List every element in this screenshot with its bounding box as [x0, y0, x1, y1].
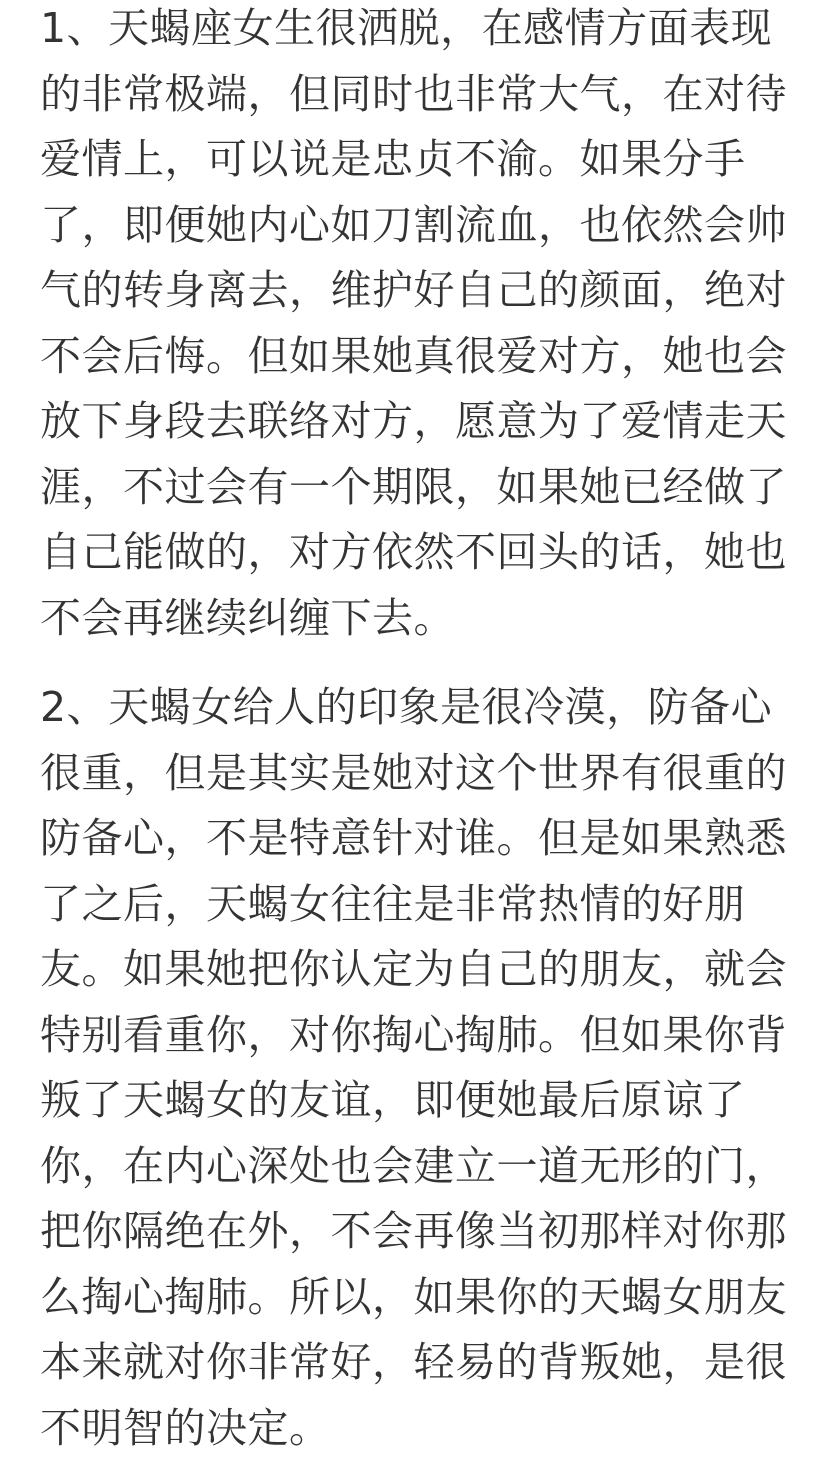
paragraph-spacer: [40, 651, 788, 675]
text-line: 你，在内心深处也会建立一道无形的门，: [40, 1141, 787, 1190]
text-line: 不明智的决定。: [40, 1403, 331, 1452]
text-line: 不会再继续纠缠下去。: [40, 593, 455, 642]
article-body: [40, 0, 788, 1461]
text-line: 涯，不过会有一个期限，如果她已经做了: [40, 462, 787, 511]
text-line: 特别看重你，对你掏心掏肺。但如果你背: [40, 1010, 787, 1059]
text-line: 把你隔绝在外，不会再像当初那样对你那: [40, 1207, 787, 1255]
text-line: 自己能做的，对方依然不回头的话，她也: [40, 528, 787, 576]
text-line: 叛了天蝎女的友谊，即便她最后原谅了: [40, 1076, 746, 1124]
text-line: 2、天蝎女给人的印象是很冷漠，防备心: [40, 683, 773, 731]
text-line: 本来就对你非常好，轻易的背叛她，是很: [40, 1338, 787, 1386]
text-line: 放下身段去联络对方，愿意为了爱情走天: [40, 397, 787, 445]
text-line: 不会后悔。但如果她真很爱对方，她也会: [40, 331, 787, 380]
text-line: 了之后，天蝎女往往是非常热情的好朋: [40, 879, 746, 928]
text-line: 的非常极端，但同时也非常大气，在对待: [40, 69, 787, 118]
text-line: 么掏心掏肺。所以，如果你的天蝎女朋友: [40, 1272, 787, 1321]
text-line: 很重，但是其实是她对这个世界有很重的: [40, 748, 787, 797]
text-line: 1、天蝎座女生很洒脱，在感情方面表现: [40, 4, 773, 52]
text-line: 爱情上，可以说是忠贞不渝。如果分手: [40, 135, 746, 183]
text-line: 气的转身离去，维护好自己的颜面，绝对: [40, 266, 787, 314]
text-line: 了，即便她内心如刀割流血，也依然会帅: [40, 200, 787, 249]
paragraph-2: [40, 675, 788, 1461]
text-line: 友。如果她把你认定为自己的朋友，就会: [40, 945, 787, 993]
text-line: 防备心，不是特意针对谁。但是如果熟悉: [40, 814, 787, 862]
paragraph-1: [40, 0, 788, 651]
